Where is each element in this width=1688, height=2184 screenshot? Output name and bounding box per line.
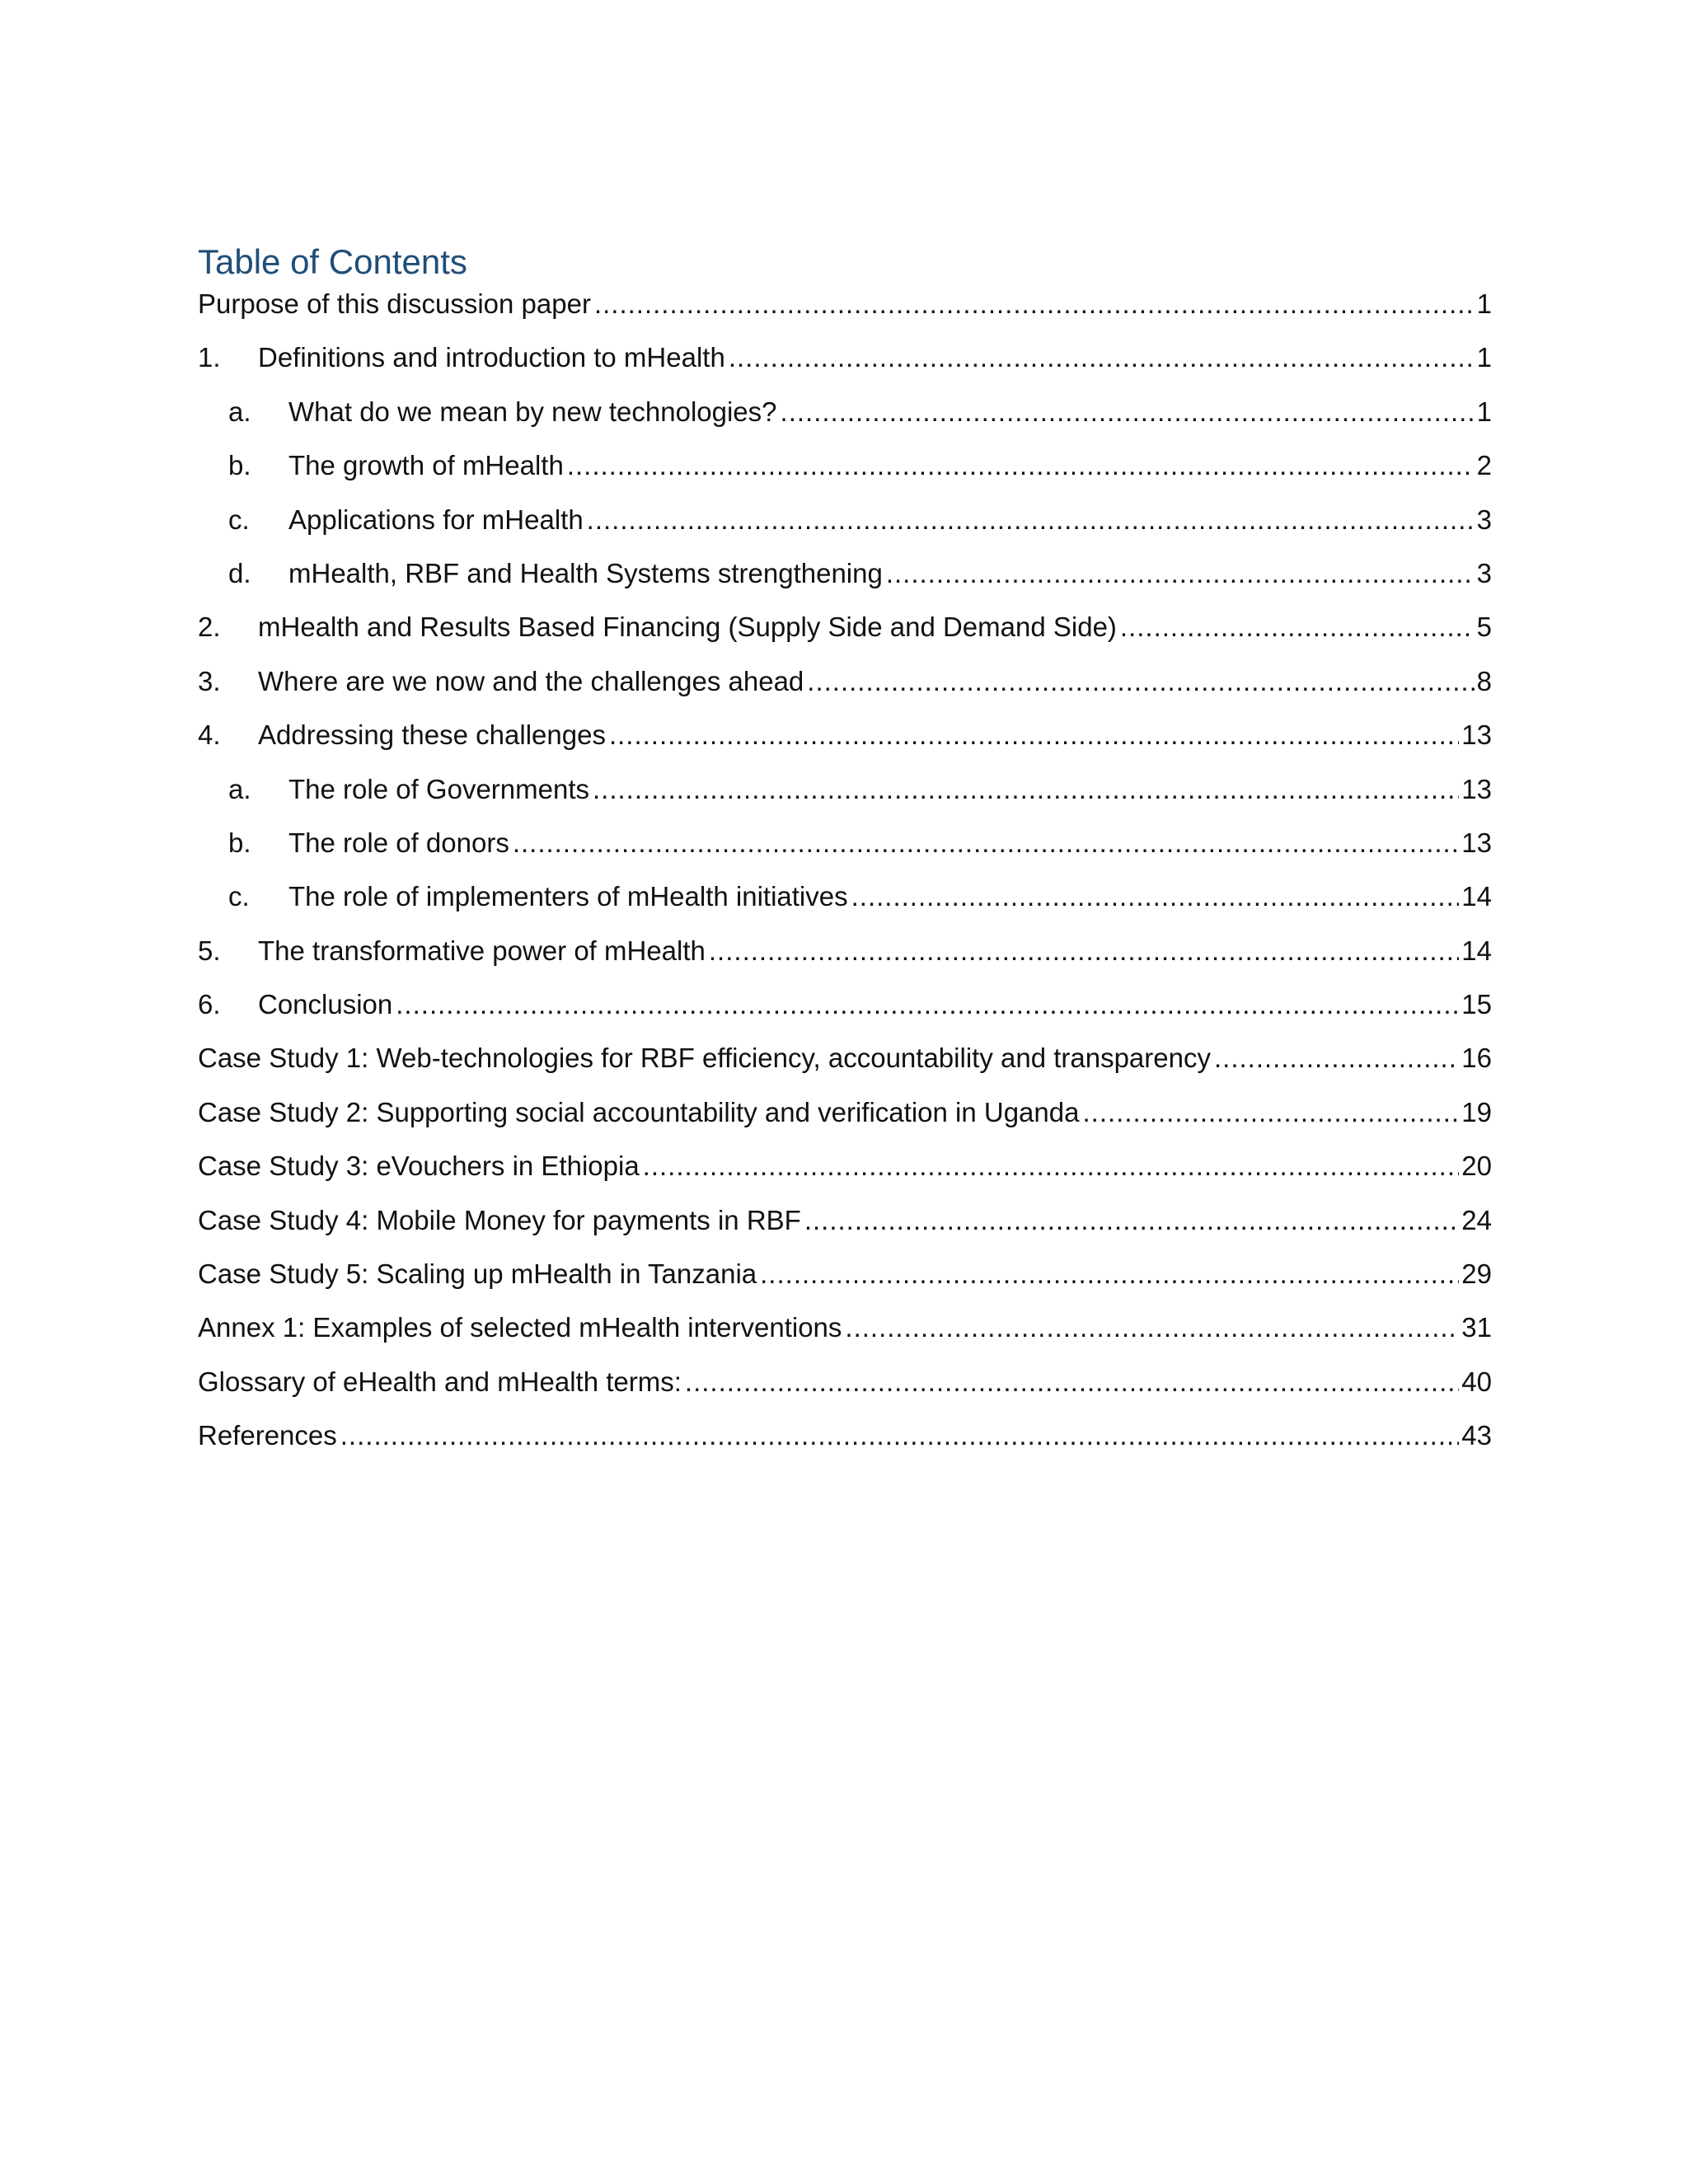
toc-subentry[interactable] (198, 504, 1492, 558)
toc-entry-page: 14 (1461, 935, 1492, 966)
toc-entry[interactable] (198, 1205, 1492, 1258)
toc-entry[interactable] (198, 1258, 1492, 1312)
toc-entry-number: d. (228, 557, 251, 588)
toc-entry[interactable] (198, 935, 1492, 989)
toc-entry-label: The role of donors (288, 827, 509, 858)
toc-entry[interactable] (198, 612, 1492, 665)
table-of-contents (198, 241, 1492, 1474)
dot-leader (1082, 1097, 1459, 1128)
dot-leader (781, 396, 1475, 428)
toc-entry-page: 13 (1461, 773, 1492, 804)
dot-leader (594, 288, 1475, 320)
toc-entry-number: 3. (198, 665, 221, 696)
toc-entry-page: 15 (1461, 989, 1492, 1020)
toc-entry-page: 14 (1461, 881, 1492, 912)
toc-entry[interactable] (198, 1097, 1492, 1151)
toc-entry-number: a. (228, 773, 251, 804)
toc-entry[interactable] (198, 288, 1492, 342)
toc-entry-page: 19 (1461, 1096, 1492, 1127)
toc-entry[interactable] (198, 1366, 1492, 1420)
toc-entry-label: Addressing these challenges (258, 719, 606, 751)
toc-subentry[interactable] (198, 774, 1492, 827)
dot-leader (886, 558, 1475, 589)
toc-entry[interactable] (198, 1420, 1492, 1474)
toc-entry-label: Case Study 3: eVouchers in Ethiopia (198, 1151, 640, 1182)
dot-leader (593, 774, 1459, 805)
dot-leader (396, 989, 1459, 1020)
toc-entry[interactable] (198, 1151, 1492, 1204)
dot-leader (609, 719, 1459, 751)
toc-entry-page: 1 (1476, 396, 1492, 427)
toc-entry[interactable] (198, 342, 1492, 396)
toc-entry[interactable] (198, 989, 1492, 1043)
toc-entry-page: 1 (1476, 342, 1492, 373)
toc-entry-number: 4. (198, 719, 221, 751)
toc-entry-label: Applications for mHealth (288, 504, 584, 535)
dot-leader (729, 342, 1475, 373)
toc-entry-page: 8 (1476, 665, 1492, 696)
toc-subentry[interactable] (198, 827, 1492, 881)
toc-entry-label: Case Study 2: Supporting social accountability and verification in Uganda (198, 1096, 1080, 1127)
dot-leader (513, 827, 1459, 859)
dot-leader (807, 666, 1474, 697)
toc-entry-label: Conclusion (258, 989, 393, 1020)
toc-entry-page: 13 (1461, 827, 1492, 858)
toc-subentry[interactable] (198, 881, 1492, 935)
toc-entry-label: Definitions and introduction to mHealth (258, 342, 725, 373)
dot-leader (804, 1205, 1459, 1236)
toc-entry-label: mHealth and Results Based Financing (Supply Side and Demand Side) (258, 612, 1117, 643)
toc-entry-page: 5 (1476, 612, 1492, 643)
toc-entry-label: Where are we now and the challenges ahead (258, 665, 804, 696)
toc-entry-number: a. (228, 396, 251, 427)
toc-entry[interactable] (198, 1312, 1492, 1366)
toc-entry-page: 3 (1476, 504, 1492, 535)
toc-entry-number: b. (228, 827, 251, 858)
toc-entry-page: 2 (1476, 450, 1492, 481)
toc-entry[interactable] (198, 719, 1492, 773)
toc-entry-page: 24 (1461, 1204, 1492, 1235)
toc-entry-page: 31 (1461, 1312, 1492, 1343)
toc-entry-number: c. (228, 504, 250, 535)
dot-leader (1120, 612, 1475, 643)
dot-leader (340, 1420, 1460, 1451)
dot-leader (760, 1258, 1459, 1290)
toc-entry-page: 40 (1461, 1366, 1492, 1397)
toc-entry-label: The growth of mHealth (288, 450, 564, 481)
toc-subentry[interactable] (198, 450, 1492, 504)
toc-entry-number: 5. (198, 935, 221, 966)
toc-entry-label: Purpose of this discussion paper (198, 288, 591, 319)
toc-entry-page: 29 (1461, 1258, 1492, 1290)
toc-entry-number: 1. (198, 342, 221, 373)
toc-entry-number: 6. (198, 989, 221, 1020)
toc-entry-page: 13 (1461, 719, 1492, 751)
toc-subentry[interactable] (198, 558, 1492, 612)
toc-entry-page: 20 (1461, 1151, 1492, 1182)
dot-leader (643, 1151, 1460, 1182)
dot-leader (845, 1312, 1459, 1343)
toc-entry[interactable] (198, 1043, 1492, 1096)
toc-entry-page: 3 (1476, 557, 1492, 588)
toc-entry-label: Glossary of eHealth and mHealth terms: (198, 1366, 682, 1397)
toc-entry-label: What do we mean by new technologies? (288, 396, 777, 427)
dot-leader (709, 935, 1459, 967)
toc-entry-label: Case Study 1: Web-technologies for RBF efficiency, accountability and transparency (198, 1043, 1211, 1074)
toc-entry-label: The role of Governments (288, 773, 589, 804)
toc-entry-number: 2. (198, 612, 221, 643)
toc-entry-label: References (198, 1420, 337, 1451)
dot-leader (567, 450, 1475, 481)
toc-entry-label: mHealth, RBF and Health Systems strengthening (288, 557, 883, 588)
toc-entry[interactable] (198, 666, 1492, 719)
toc-title: Table of Contents (198, 242, 467, 281)
toc-entry-number: b. (228, 450, 251, 481)
toc-entry-label: Case Study 4: Mobile Money for payments in RBF (198, 1204, 801, 1235)
dot-leader (587, 504, 1475, 536)
toc-list (198, 288, 1492, 1474)
toc-entry-page: 43 (1461, 1420, 1492, 1451)
dot-leader (1214, 1043, 1459, 1074)
toc-entry-page: 1 (1476, 288, 1492, 319)
toc-entry-label: Case Study 5: Scaling up mHealth in Tanzania (198, 1258, 757, 1290)
dot-leader (851, 881, 1460, 912)
dot-leader (685, 1366, 1459, 1398)
toc-entry-page: 16 (1461, 1043, 1492, 1074)
toc-entry-label: The transformative power of mHealth (258, 935, 706, 966)
toc-entry-label: The role of implementers of mHealth initiatives (288, 881, 848, 912)
toc-entry-number: c. (228, 881, 250, 912)
toc-entry-label: Annex 1: Examples of selected mHealth interventions (198, 1312, 842, 1343)
toc-subentry[interactable] (198, 396, 1492, 450)
